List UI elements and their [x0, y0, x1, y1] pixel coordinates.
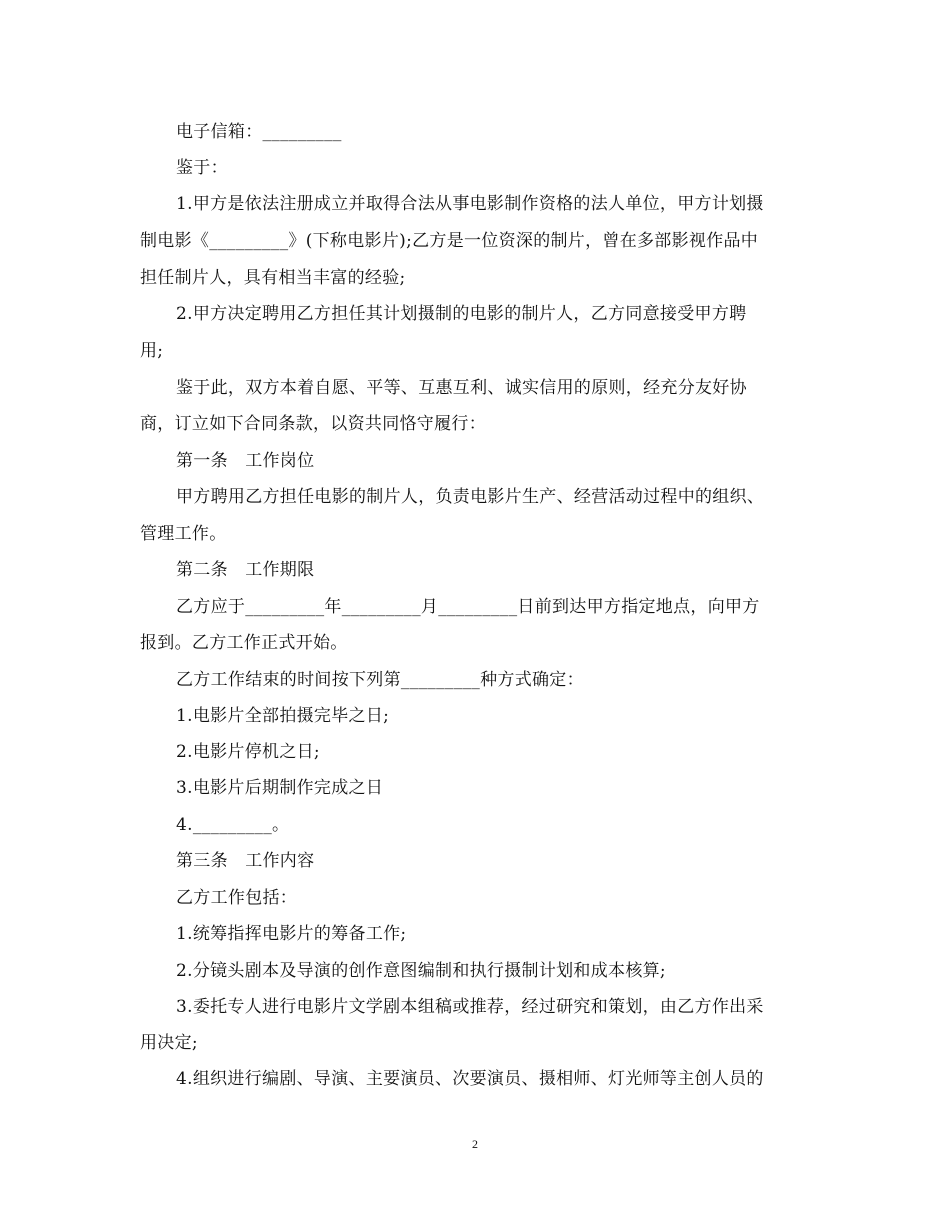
recital-heading: 鉴于：: [176, 158, 228, 178]
article-2-line-3: 乙方工作结束的时间按下列第_________种方式确定：: [176, 670, 584, 690]
recital-2-line-2: 用;: [140, 341, 164, 361]
article-2-line-1: 乙方应于_________年_________月_________日前到达甲方指定地点，向甲方: [176, 597, 760, 617]
duty-4-line-1: 4.组织进行编剧、导演、主要演员、次要演员、摄相师、灯光师等主创人员的: [176, 1069, 764, 1089]
end-option-2: 2.电影片停机之日;: [176, 742, 320, 762]
duty-2: 2.分镜头剧本及导演的创作意图编制和执行摄制计划和成本核算;: [176, 961, 666, 981]
article-1-line-2: 管理工作。: [140, 524, 227, 544]
article-2-heading: 第二条 工作期限: [176, 560, 315, 580]
article-1-heading: 第一条 工作岗位: [176, 451, 315, 471]
recital-1-line-2: 制电影《_________》(下称电影片);乙方是一位资深的制片，曾在多部影视作品中: [140, 231, 759, 251]
end-option-3: 3.电影片后期制作完成之日: [176, 778, 384, 798]
duty-1: 1.统筹指挥电影片的筹备工作;: [176, 924, 407, 944]
whereas-line-2: 商，订立如下合同条款，以资共同恪守履行：: [140, 414, 486, 434]
recital-1-line-1: 1.甲方是依法注册成立并取得合法从事电影制作资格的法人单位，甲方计划摄: [176, 194, 764, 214]
duty-3-line-1: 3.委托专人进行电影片文学剧本组稿或推荐，经过研究和策划，由乙方作出采: [176, 997, 764, 1017]
end-option-4: 4._________。: [176, 815, 290, 835]
article-1-line-1: 甲方聘用乙方担任电影的制片人，负责电影片生产、经营活动过程中的组织、: [176, 487, 765, 507]
duty-3-line-2: 用决定;: [140, 1033, 198, 1053]
article-3-intro: 乙方工作包括：: [176, 888, 298, 908]
article-3-heading: 第三条 工作内容: [176, 851, 315, 871]
whereas-line-1: 鉴于此，双方本着自愿、平等、互惠互利、诚实信用的原则，经充分友好协: [176, 378, 747, 398]
article-2-line-2: 报到。乙方工作正式开始。: [140, 633, 348, 653]
recital-2-line-1: 2.甲方决定聘用乙方担任其计划摄制的电影的制片人，乙方同意接受甲方聘: [176, 304, 747, 324]
recital-1-line-3: 担任制片人，具有相当丰富的经验;: [140, 268, 406, 288]
page-number: 2: [472, 1137, 478, 1151]
email-line: 电子信箱：_________: [176, 122, 342, 142]
end-option-1: 1.电影片全部拍摄完毕之日;: [176, 706, 390, 726]
